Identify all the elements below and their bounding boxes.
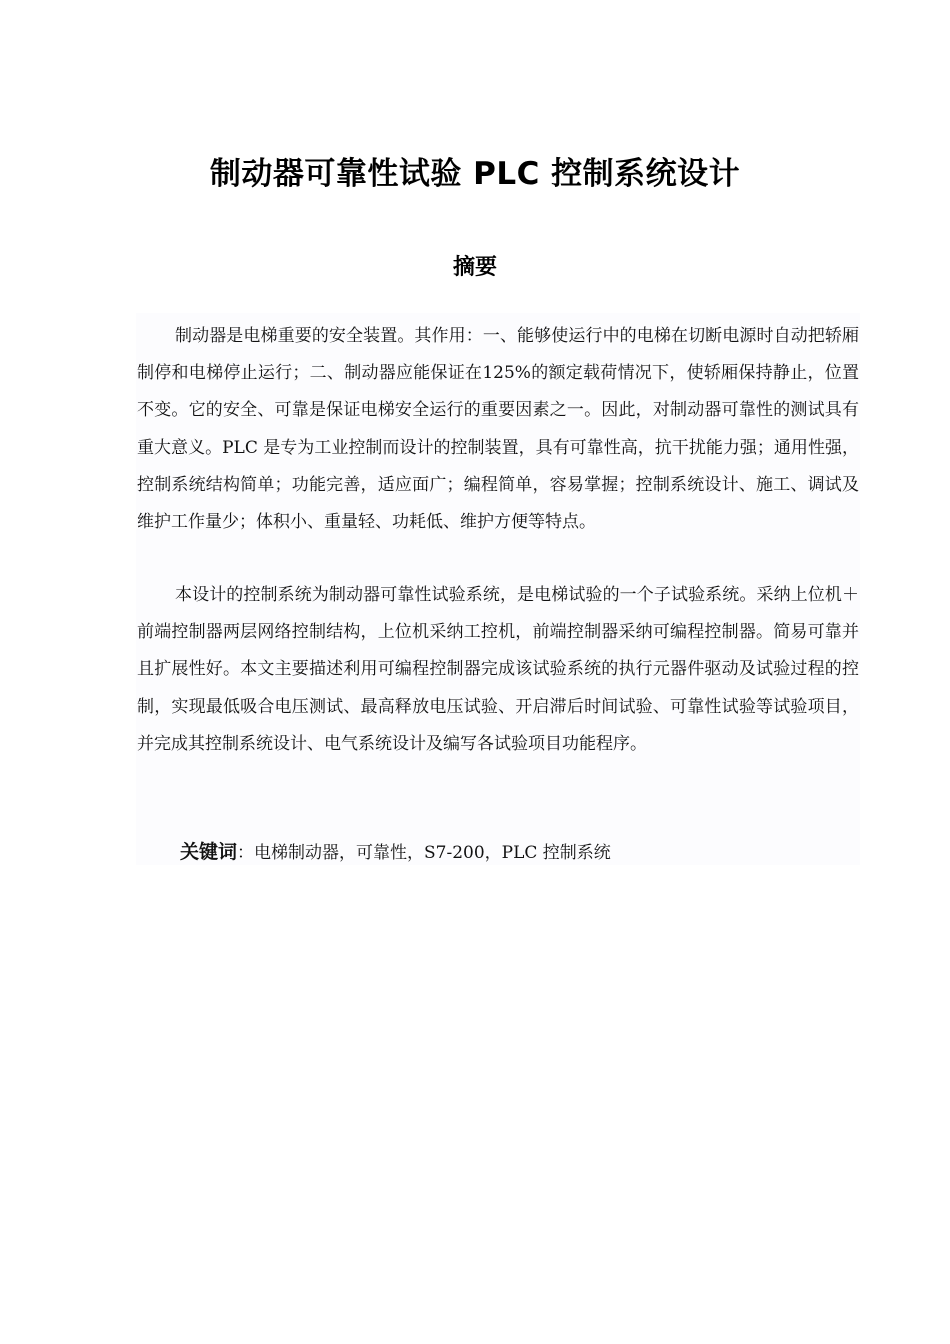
abstract-paragraph-1: 制动器是电梯重要的安全装置。其作用：一、能够使运行中的电梯在切断电源时自动把轿厢制停和电梯停止运行；二、制动器应能保证在125%的额定载荷情况下，使轿厢保持静止，位置不变。它的安全、可靠是保证电梯安全运行的重要因素之一。因此，对制动器可靠性的测试具有重大意义。PLC 是专为工业控制而设计的控制装置，具有可靠性高，抗干扰能力强；通用性强，控制系统结构简单；功能完善，适应面广；编程简单，容易掌握；控制系统设计、施工、调试及维护工作量少；体积小、重量轻、功耗低、维护方便等特点。	[137, 326, 859, 533]
document-title: 制动器可靠性试验 PLC 控制系统设计	[209, 156, 741, 192]
keywords-separator: ：	[237, 843, 255, 863]
abstract-paragraph-2: 本设计的控制系统为制动器可靠性试验系统，是电梯试验的一个子试验系统。采纳上位机＋前端控制器两层网络控制结构，上位机采纳工控机，前端控制器采纳可编程控制器。简易可靠并且扩展性好。本文主要描述利用可编程控制器完成该试验系统的执行元器件驱动及试验过程的控制，实现最低吸合电压测试、最高释放电压试验、开启滞后时间试验、可靠性试验等试验项目，并完成其控制系统设计、电气系统设计及编写各试验项目功能程序。	[137, 585, 859, 754]
keywords-label: 关键词	[180, 841, 238, 863]
keywords-line	[180, 837, 611, 864]
keywords-text: 电梯制动器，可靠性，S7-200，PLC 控制系统	[254, 843, 611, 863]
abstract-heading: 摘要	[452, 255, 497, 280]
